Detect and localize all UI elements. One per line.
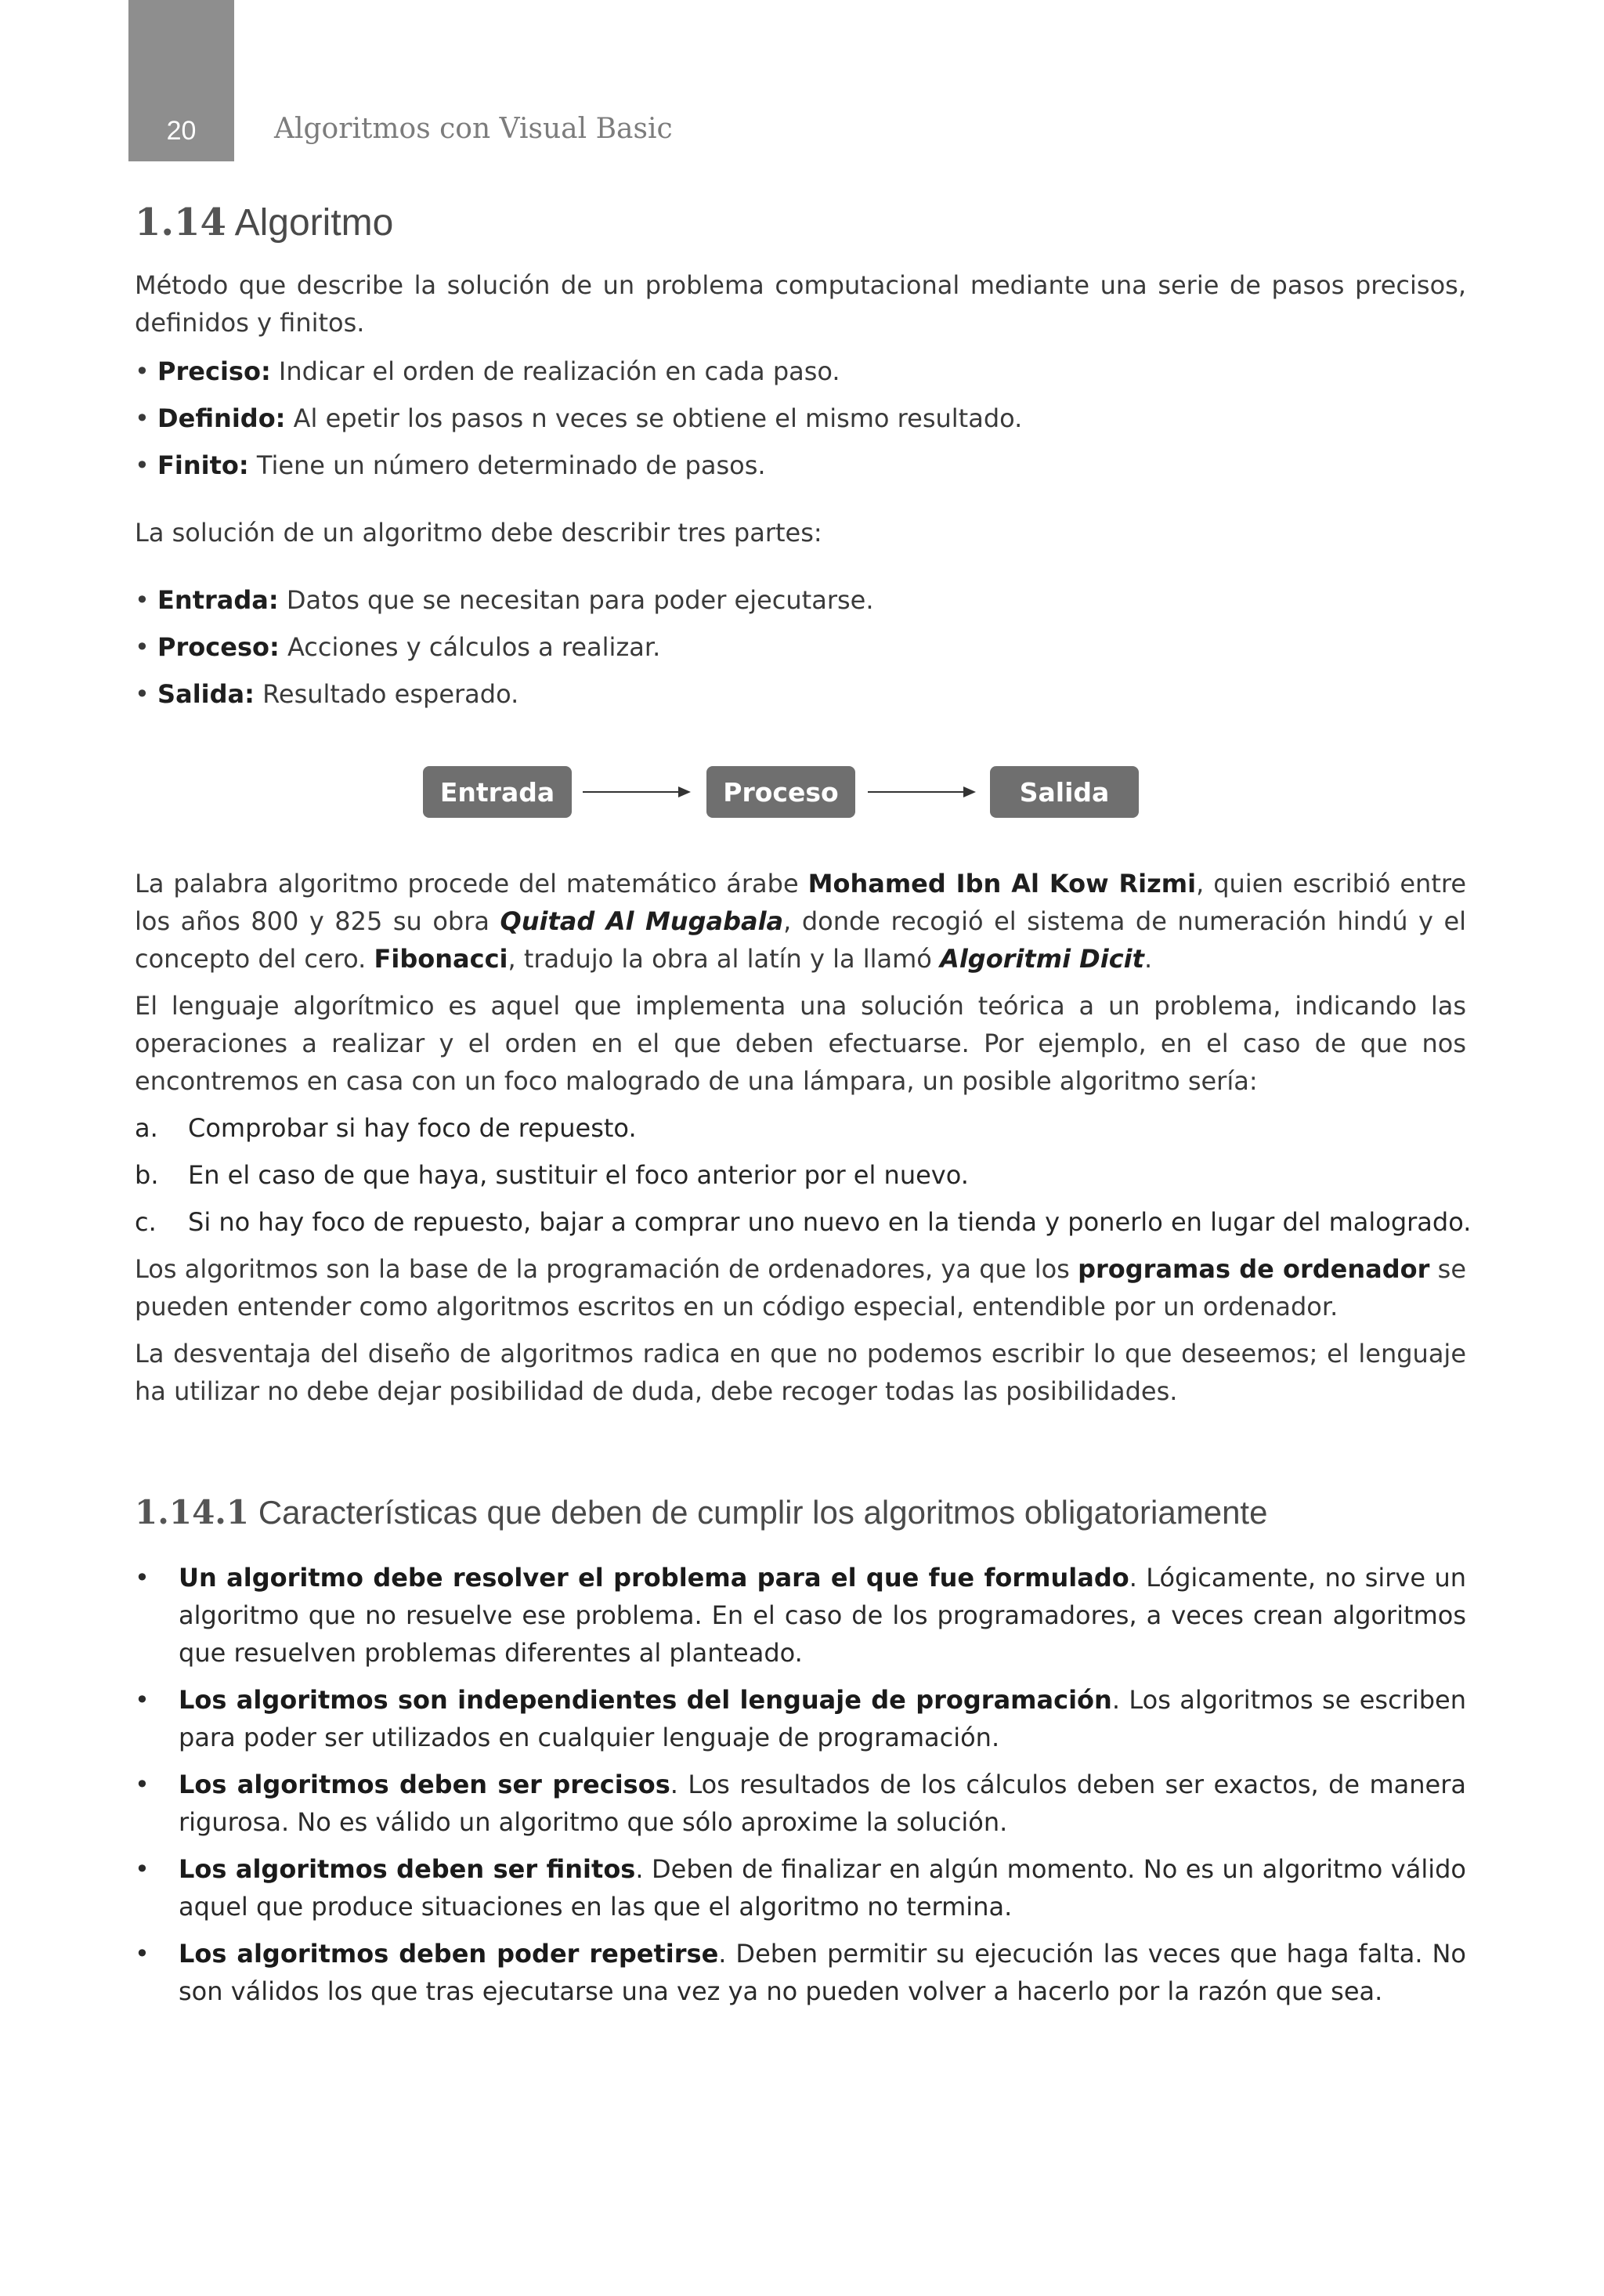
part-item: • Entrada: Datos que se necesitan para poder ejecutarse.: [135, 585, 874, 615]
property-item: • Definido: Al epetir los pasos n veces se obtiene el mismo resultado.: [135, 403, 1023, 433]
text-run: La palabra algoritmo procede del matemático árabe: [135, 869, 808, 899]
flow-arrow: [868, 791, 974, 793]
property-term: Finito:: [157, 450, 249, 480]
property-text: Tiene un número determinado de pasos.: [256, 450, 766, 480]
base-paragraph: [135, 1250, 1466, 1325]
text-run: se pueden entender como algoritmos escritos en un código especial, entendible por un ordenador.: [135, 1254, 1467, 1322]
work-title: Quitad Al Mugabala: [500, 906, 784, 936]
flow-box-salida: Salida: [990, 766, 1139, 818]
property-item: • Finito: Tiene un número determinado de pasos.: [135, 450, 766, 480]
subsection-heading: [135, 1493, 1267, 1531]
text-run: , tradujo la obra al latín y la llamó: [508, 944, 941, 974]
characteristic-text: . Los algoritmos se escriben para poder ser utilizados en cualquier lenguaje de programación.: [179, 1685, 1467, 1752]
characteristic-item: [135, 1559, 1466, 1672]
flow-arrow: [583, 791, 689, 793]
subsection-number: 1.14.1: [135, 1493, 250, 1531]
step-text: Comprobar si hay foco de repuesto.: [188, 1113, 637, 1143]
bullet-icon: •: [135, 1939, 150, 1969]
mathematician-name: Mohamed Ibn Al Kow Rizmi: [807, 869, 1197, 899]
flow-box-entrada: Entrada: [423, 766, 572, 818]
step-item: [135, 1156, 1466, 1194]
property-term: Preciso:: [157, 356, 271, 386]
emphasis: programas de ordenador: [1078, 1254, 1430, 1284]
characteristic-item: [135, 1935, 1466, 2010]
characteristic-title: Un algoritmo debe resolver el problema para el que fue formulado: [179, 1563, 1129, 1593]
part-text: Resultado esperado.: [262, 679, 519, 709]
characteristic-title: Los algoritmos deben poder repetirse: [179, 1939, 719, 1969]
part-item: • Proceso: Acciones y cálculos a realizar.: [135, 632, 661, 662]
step-item: [135, 1109, 1466, 1147]
property-text: Indicar el orden de realización en cada paso.: [278, 356, 840, 386]
step-marker: c.: [135, 1207, 157, 1237]
characteristic-title: Los algoritmos deben ser finitos: [179, 1854, 636, 1884]
characteristic-item: [135, 1766, 1466, 1841]
step-item: [135, 1203, 1472, 1241]
section-number: 1.14: [135, 201, 226, 244]
history-paragraph: [135, 865, 1466, 978]
characteristic-title: Los algoritmos son independientes del lenguaje de programación: [179, 1685, 1112, 1715]
step-marker: b.: [135, 1160, 159, 1190]
characteristic-text: . Los resultados de los cálculos deben ser exactos, de manera rigurosa. No es válido un algoritmo que sólo aproxime la solución.: [179, 1770, 1467, 1837]
text-run: , quien escribió entre los años 800 y 825 su obra: [135, 869, 1467, 936]
characteristic-text: . Deben de finalizar en algún momento. No es un algoritmo válido aquel que produce situaciones en las que el algoritmo no termina.: [179, 1854, 1467, 1922]
bullet-icon: •: [135, 1854, 150, 1884]
text-run: .: [1143, 944, 1153, 974]
part-item: • Salida: Resultado esperado.: [135, 679, 519, 709]
characteristic-title: Los algoritmos deben ser precisos: [179, 1770, 670, 1799]
running-title: Algoritmos con Visual Basic: [274, 113, 673, 145]
bullet-icon: •: [135, 1685, 150, 1715]
step-text: Si no hay foco de repuesto, bajar a comprar uno nuevo en la tienda y ponerlo en lugar del malogrado.: [188, 1207, 1472, 1237]
page-number-tab: [128, 0, 234, 161]
text-run: , donde recogió el sistema de numeración hindú y el concepto del cero.: [135, 906, 1467, 974]
characteristic-item: [135, 1681, 1466, 1756]
fibonacci-name: Fibonacci: [374, 944, 508, 974]
flow-box-proceso: Proceso: [706, 766, 855, 818]
part-term: Proceso:: [157, 632, 280, 662]
bullet-icon: •: [135, 1770, 150, 1799]
subsection-title: Características que deben de cumplir los algoritmos obligatoriamente: [258, 1494, 1268, 1531]
part-term: Entrada:: [157, 585, 279, 615]
step-text: En el caso de que haya, sustituir el foco anterior por el nuevo.: [188, 1160, 969, 1190]
characteristic-item: [135, 1850, 1466, 1925]
section-heading: [135, 201, 393, 244]
section-title: Algoritmo: [234, 202, 394, 244]
characteristic-text: . Deben permitir su ejecución las veces que haga falta. No son válidos los que tras ejecutarse una vez ya no pueden volver a hacerlo por la razón que sea.: [179, 1939, 1467, 2006]
disadvantage-paragraph: La desventaja del diseño de algoritmos radica en que no podemos escribir lo que deseemos; el lenguaje ha utilizar no debe dejar posibilidad de duda, debe recoger todas las posibilidades.: [135, 1339, 1466, 1406]
part-text: Datos que se necesitan para poder ejecutarse.: [286, 585, 874, 615]
text-run: Los algoritmos son la base de la programación de ordenadores, ya que los: [135, 1254, 1078, 1284]
part-text: Acciones y cálculos a realizar.: [287, 632, 661, 662]
property-text: Al epetir los pasos n veces se obtiene el mismo resultado.: [293, 403, 1023, 433]
bullet-icon: •: [135, 1563, 150, 1593]
step-marker: a.: [135, 1113, 158, 1143]
part-term: Salida:: [157, 679, 255, 709]
characteristic-text: . Lógicamente, no sirve un algoritmo que no resuelve ese problema. En el caso de los programadores, a veces crean algoritmos que resuelven problemas diferentes al planteado.: [179, 1563, 1466, 1668]
page-number: 20: [166, 116, 197, 146]
definition-paragraph: Método que describe la solución de un problema computacional mediante una serie de pasos precisos, definidos y finitos.: [135, 270, 1466, 338]
property-term: Definido:: [157, 403, 286, 433]
property-item: • Preciso: Indicar el orden de realización en cada paso.: [135, 356, 840, 386]
language-paragraph: El lenguaje algorítmico es aquel que implementa una solución teórica a un problema, indicando las operaciones a realizar y el orden en el que deben efectuarse. Por ejemplo, en el caso de que nos encontremos en casa con un foco malogrado de una lámpara, un posible algoritmo sería:: [135, 991, 1466, 1096]
parts-intro: La solución de un algoritmo debe describir tres partes:: [135, 518, 822, 548]
latin-title: Algoritmi Dicit: [940, 944, 1144, 974]
